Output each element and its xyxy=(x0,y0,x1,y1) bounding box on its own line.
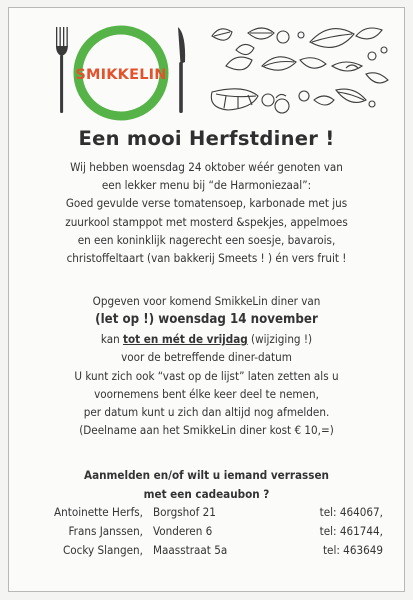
contact-address: Borgshof 21 xyxy=(153,505,216,519)
signup-deadline-line xyxy=(10,330,403,348)
signup-paragraph xyxy=(10,292,403,439)
contact-address: Maasstraat 5a xyxy=(153,543,228,557)
intro-line: Goed gevulde verse tomatensoep, karbonade met jus xyxy=(65,196,348,211)
autumn-leaves-icon xyxy=(211,28,388,113)
knife-icon xyxy=(178,27,185,113)
header-illustration xyxy=(0,0,413,130)
contact-row xyxy=(0,543,413,562)
contact-name: Antoinette Herfs, xyxy=(53,505,143,519)
intro-line: en een koninklijk nagerecht een soesje, bavarois, xyxy=(77,232,336,247)
intro-line: christoffeltaart (van bakkerij Smeets ! ) én vers fruit ! xyxy=(66,251,347,266)
signup-line: voor de betreffende diner-datum xyxy=(121,350,292,365)
signup-line: U kunt zich ook “vast op de lijst” laten zetten als u xyxy=(74,368,339,383)
contact-row xyxy=(0,505,413,524)
contact-address: Vonderen 6 xyxy=(153,524,213,538)
cta-line: Aanmelden en/of wilt u iemand verrassen xyxy=(84,468,329,482)
fork-icon xyxy=(56,27,68,113)
intro-line: Wij hebben woensdag 24 oktober wéér genoten van xyxy=(70,160,343,174)
contact-name: Cocky Slangen, xyxy=(62,543,143,557)
brand-lin: LIN xyxy=(139,67,167,83)
contact-list xyxy=(0,505,413,562)
deadline-underlined: tot en mét de vrijdag xyxy=(123,332,248,347)
signup-line: Opgeven voor komend SmikkeLin diner van xyxy=(92,294,321,308)
brand-smikke: SMIKKE xyxy=(75,67,140,83)
contact-row xyxy=(0,524,413,543)
deadline-post: (wijziging !) xyxy=(247,332,313,347)
contact-phone: tel: 463649 xyxy=(322,543,383,557)
intro-line: zuurkool stamppot met mosterd &spekjes, appelmoes xyxy=(65,214,348,229)
call-to-action xyxy=(10,466,403,503)
contact-name: Frans Janssen, xyxy=(68,524,143,538)
signup-highlight: (let op !) woensdag 14 november xyxy=(95,312,318,328)
deadline-pre: kan xyxy=(100,332,124,347)
contact-phone: tel: 464067, xyxy=(319,505,383,519)
signup-line: voornemens bent élke keer deel te nemen, xyxy=(94,386,319,401)
signup-line: per datum kunt u zich dan altijd nog afmelden. xyxy=(83,405,330,420)
intro-paragraph xyxy=(10,158,403,267)
cta-line: met een cadeaubon ? xyxy=(143,486,270,501)
brand-logo-text xyxy=(70,64,172,83)
page-title: Een mooi Herfstdiner ! xyxy=(78,127,335,150)
price-note: (Deelname aan het SmikkeLin diner kost € 10,=) xyxy=(79,423,334,438)
contact-phone: tel: 461744, xyxy=(319,524,383,538)
intro-line: een lekker menu bij “de Harmoniezaal”: xyxy=(101,178,312,193)
